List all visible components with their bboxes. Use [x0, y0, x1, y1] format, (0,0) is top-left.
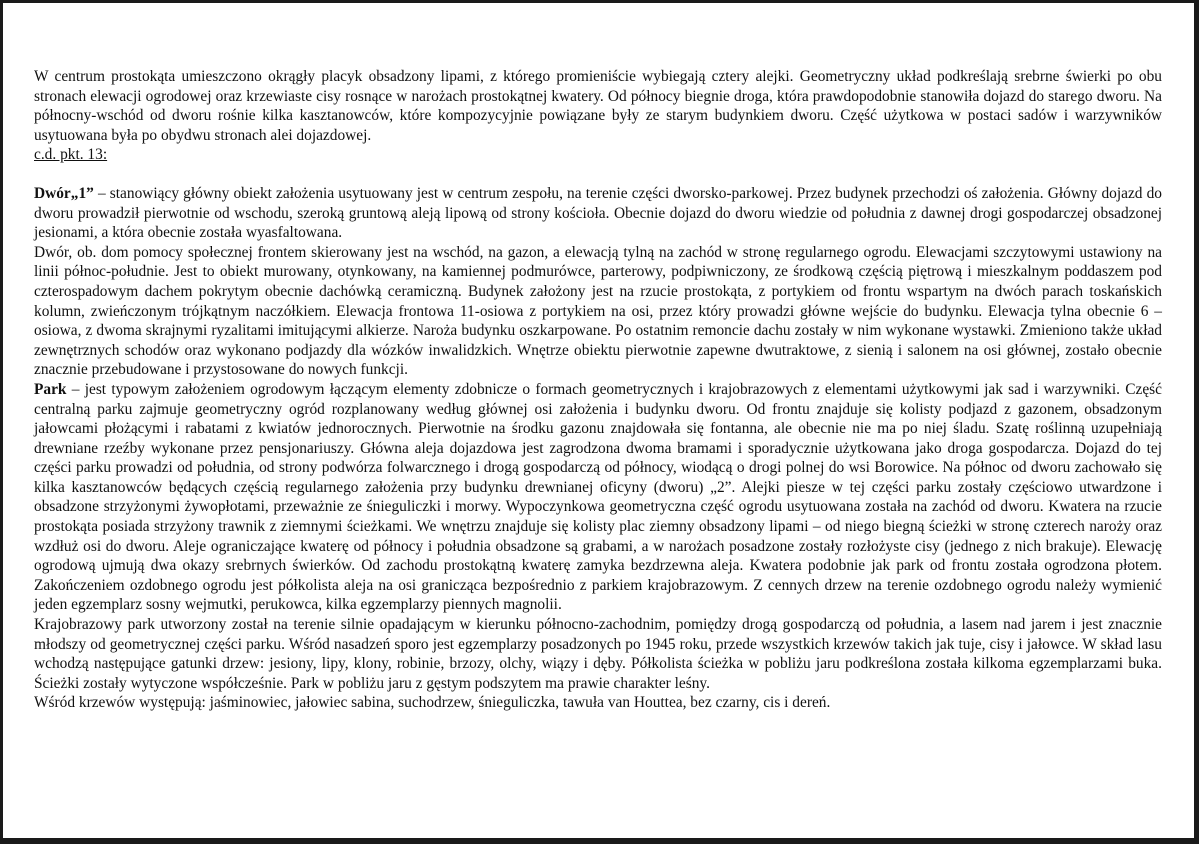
document-page	[34, 67, 1162, 713]
park-paragraph	[34, 380, 1162, 615]
continuation-reference: c.d. pkt. 13:	[34, 146, 108, 164]
dwor-text: – stanowiący główny obiekt założenia usytuowany jest w centrum zespołu, na terenie części dworsko-parkowej. Przez budynek przechodzi oś założenia. Główny dojazd do dworu prowadził pierwotnie od wschodu, szeroką gruntową aleją lipową od strony kościoła. Obecnie dojazd do dworu wiedzie od południa z dawnej drogi gospodarczej obsadzonej jesionami, a która obecnie została wyasfaltowana.	[34, 184, 1162, 242]
dwor-term: Dwór„1”	[34, 184, 94, 202]
dwor-paragraph	[34, 184, 1162, 243]
intro-paragraph: W centrum prostokąta umieszczono okrągły placyk obsadzony lipami, z którego promieniście wybiegają cztery alejki. Geometryczny układ podkreślają srebrne świerki po obu stronach elewacji ogrodowej oraz krzewiaste cisy rosnące w narożach prostokątnej kwatery. Od północy biegnie droga, która prawdopodobnie stanowiła dojazd do starego dworu. Na północny-wschód od dworu rośnie kilka kasztanowców, które kompozycyjnie powiązane były ze starym budynkiem dworu. Część użytkowa w postaci sadów i warzywników usytuowana była po obydwu stronach alei dojazdowej.	[34, 68, 1162, 144]
park-term: Park	[34, 380, 67, 398]
park-text: – jest typowym założeniem ogrodowym łączącym elementy zdobnicze o formach geometrycznych i krajobrazowych z elementami użytkowymi jak sad i warzywniki. Część centralną parku zajmuje geometryczny ogród rozplanowany według głównej osi założenia i budynku dworu. Od frontu znajduje się kolisty podjazd z gazonem, obsadzonym jałowcami płożącymi i rabatami z kwiatów jednorocznych. Pierwotnie na środku gazonu znajdowała się fontanna, ale obecnie nie ma po niej śladu. Szatę roślinną uzupełniają drewniane rzeźby wykonane przez pensjonariuszy. Główna aleja dojazdowa jest zagrodzona dwoma bramami i sporadycznie użytkowana jako droga gospodarcza. Dojazd do tej części parku prowadzi od południa, od strony podwórza folwarcznego i drogą gospodarczą od północy, wiodącą o drogi polnej do wsi Borowice. Na północ od dworu zachowało się kilka kasztanowców będących częścią regularnego założenia przy budynku drewnianej oficyny (dworu) „2”. Alejki piesze w tej części parku zostały częściowo utwardzone i obsadzone strzyżonymi żywopłotami, przeważnie ze śnieguliczki i morwy. Wypoczynkowa geometryczna część ogrodu usytuowana została na zachód od dworu. Kwatera na rzucie prostokąta posiada strzyżony trawnik z ziemnymi ścieżkami. We wnętrzu znajduje się kolisty plac ziemny obsadzony lipami – od niego biegną ścieżki w stronę czterech naroży oraz wzdłuż osi do dworu. Aleje ograniczające kwaterę od północy i południa obsadzone są grabami, a w narożach posadzone zostały rozłożyste cisy (jednego z nich brakuje). Elewację ogrodową ujmują dwa okazy srebrnych świerków. Od zachodu prostokątną kwaterę zamyka bezdrzewna aleja. Kwatera podobnie jak park od frontu została ogrodzona płotem. Zakończeniem ozdobnego ogrodu jest półkolista aleja na osi granicząca bezpośrednio z parkiem krajobrazowym. Z cennych drzew na terenie ozdobnego ogrodu należy wymienić jeden egzemplarz sosny wejmutki, perukowca, kilka egzemplarzy piennych magnolii.	[34, 380, 1162, 614]
shrubs-paragraph: Wśród krzewów występują: jaśminowiec, jałowiec sabina, suchodrzew, śnieguliczka, tawuła van Houttea, bez czarny, cis i dereń.	[34, 694, 831, 712]
dwor-description-paragraph: Dwór, ob. dom pomocy społecznej frontem skierowany jest na wschód, na gazon, a elewacją tylną na zachód w stronę regularnego ogrodu. Elewacjami szczytowymi ustawiony na linii północ-południe. Jest to obiekt murowany, otynkowany, na kamiennej podmurówce, parterowy, podpiwniczony, ze środkową częścią piętrową i mieszkalnym poddaszem pod czterospadowym dachem pokrytym obecnie dachówką ceramiczną. Budynek założony jest na rzucie prostokąta, z portykiem od frontu wspartym na dwóch parach toskańskich kolumn, zwieńczonym trójkątnym naczółkiem. Elewacja frontowa 11-osiowa z portykiem na osi, przez który prowadzi główne wejście do budynku. Elewacja tylna obecnie 6 – osiowa, z dwoma skrajnymi ryzalitami imitującymi alkierze. Naroża budynku oszkarpowane. Po ostatnim remoncie dachu zostały w nim wykonane wystawki. Zmieniono także układ zewnętrznych schodów oraz wykonano podjazdy dla wózków inwalidzkich. Wnętrze obiektu pierwotnie zapewne dwutraktowe, z sienią i salonem na osi głównej, zostało obecnie znacznie przebudowane i przystosowane do nowych funkcji.	[34, 243, 1162, 379]
landscape-park-paragraph: Krajobrazowy park utworzony został na terenie silnie opadającym w kierunku północno-zachodnim, pomiędzy drogą gospodarczą od południa, a lasem nad jarem i jest znacznie młodszy od geometrycznej części parku. Wśród nasadzeń sporo jest egzemplarzy posadzonych po 1945 roku, przede wszystkich krzewów takich jak tuje, cisy i jałowce. W skład lasu wchodzą następujące gatunki drzew: jesiony, lipy, klony, robinie, brzozy, olchy, wiązy i dęby. Półkolista ścieżka w pobliżu jaru podkreślona została kilkoma egzemplarzami buka. Ścieżki zostały wytyczone współcześnie. Park w pobliżu jaru z gęstym podszytem ma prawie charakter leśny.	[34, 616, 1162, 692]
